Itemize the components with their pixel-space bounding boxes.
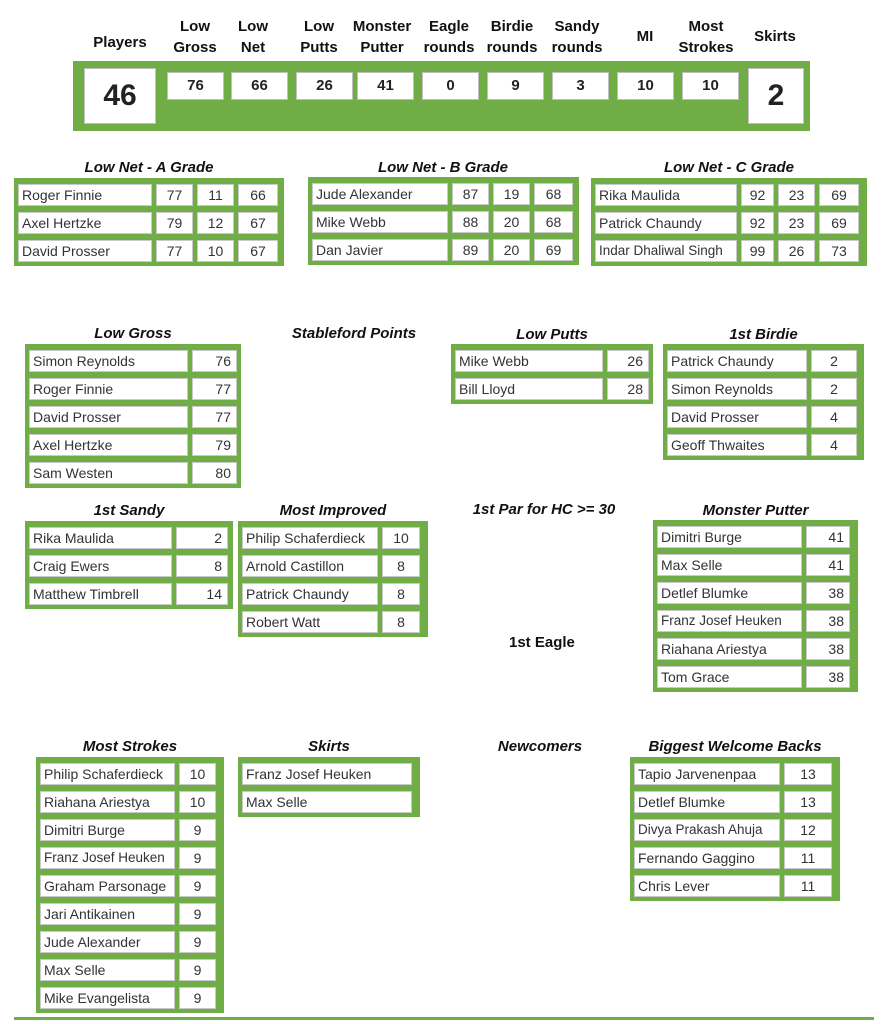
player-name: David Prosser (29, 406, 188, 428)
first-birdie-title: 1st Birdie (729, 326, 798, 343)
low-net-a-table (14, 178, 284, 266)
player-name: Patrick Chaundy (667, 350, 807, 372)
table-row (634, 760, 836, 788)
player-name: Philip Schaferdieck (242, 527, 378, 549)
monster-putter-table (653, 520, 858, 692)
header-low-putts-line1: Low (304, 18, 334, 35)
player-name: Dimitri Burge (657, 526, 802, 548)
table-row (40, 872, 220, 900)
strokes: 10 (179, 791, 216, 813)
table-row (657, 579, 854, 607)
putts: 26 (607, 350, 649, 372)
player-name: Max Selle (657, 554, 802, 576)
hole: 2 (176, 527, 228, 549)
most-strokes-title: Most Strokes (82, 738, 178, 755)
player-name: Riahana Ariestya (40, 791, 175, 813)
newcomers-title: Newcomers (497, 738, 583, 755)
table-row (242, 580, 424, 608)
net-score: 69 (534, 239, 573, 261)
player-name: Matthew Timbrell (29, 583, 172, 605)
table-row (29, 459, 237, 487)
table-row (657, 663, 854, 691)
strokes: 10 (179, 763, 216, 785)
table-row (595, 237, 863, 265)
gross-score: 89 (452, 239, 489, 261)
player-name: Geoff Thwaites (667, 434, 807, 456)
footer-divider (14, 1017, 874, 1020)
player-name: Patrick Chaundy (595, 212, 737, 234)
gross-score: 77 (156, 240, 193, 262)
table-row (40, 816, 220, 844)
hole: 14 (176, 583, 228, 605)
improvement: 8 (382, 611, 420, 633)
header-low-putts-line2: Putts (300, 39, 338, 56)
gross-score: 87 (452, 183, 489, 205)
header-eagle (418, 16, 480, 58)
low-gross-value: 76 (167, 72, 224, 100)
header-mi: MI (636, 28, 654, 45)
player-name: Mike Webb (312, 211, 448, 233)
table-row (40, 956, 220, 984)
table-row (657, 607, 854, 635)
net-score: 68 (534, 183, 573, 205)
table-row (667, 375, 860, 403)
strokes: 9 (179, 931, 216, 953)
low-net-a-title: Low Net - A Grade (84, 159, 214, 176)
putts: 28 (607, 378, 649, 400)
strokes: 9 (179, 959, 216, 981)
welcome-backs-table (630, 757, 840, 901)
mi-value: 10 (617, 72, 674, 100)
header-most-strokes-line2: Strokes (678, 39, 734, 56)
low-net-c-table (591, 178, 867, 266)
table-row (18, 237, 280, 265)
player-name: Tapio Jarvenenpaa (634, 763, 780, 785)
welcome-backs-title: Biggest Welcome Backs (648, 738, 822, 755)
header-low-net-line1: Low (238, 18, 268, 35)
net-score: 73 (819, 240, 859, 262)
table-row (40, 928, 220, 956)
birdie-rounds-value: 9 (487, 72, 544, 100)
table-row (242, 608, 424, 636)
header-eagle-line2: rounds (423, 39, 475, 56)
player-name: Franz Josef Heuken (40, 847, 175, 869)
putt-length: 38 (806, 638, 850, 660)
table-row (595, 209, 863, 237)
gross-score: 92 (741, 212, 774, 234)
header-birdie-line2: rounds (486, 39, 538, 56)
first-eagle-title: 1st Eagle (509, 634, 575, 651)
gross-score: 92 (741, 184, 774, 206)
table-row (657, 635, 854, 663)
strokes: 9 (179, 903, 216, 925)
hole: 2 (811, 378, 857, 400)
hole: 4 (811, 406, 857, 428)
low-putts-value: 26 (296, 72, 353, 100)
first-birdie-table (663, 344, 864, 460)
improvement: 8 (382, 583, 420, 605)
putt-length: 38 (806, 666, 850, 688)
low-putts-title: Low Putts (516, 326, 588, 343)
player-name: Jude Alexander (312, 183, 448, 205)
most-improved-title: Most Improved (279, 502, 387, 519)
player-name: Patrick Chaundy (242, 583, 378, 605)
player-name: Simon Reynolds (667, 378, 807, 400)
strokes: 9 (179, 819, 216, 841)
eagle-rounds-value: 0 (422, 72, 479, 100)
table-row (312, 236, 575, 264)
player-name: Arnold Castillon (242, 555, 378, 577)
table-row (312, 208, 575, 236)
low-putts-table (451, 344, 653, 404)
net-score: 66 (238, 184, 278, 206)
table-row (634, 844, 836, 872)
header-monster-putter-line2: Putter (360, 39, 404, 56)
monster-putter-title: Monster Putter (702, 502, 809, 519)
first-par-title: 1st Par for HC >= 30 (472, 501, 616, 518)
table-row (667, 431, 860, 459)
low-net-value: 66 (231, 72, 288, 100)
player-name: Graham Parsonage (40, 875, 175, 897)
rounds-away: 13 (784, 791, 832, 813)
player-name: Mike Evangelista (40, 987, 175, 1009)
player-name: Philip Schaferdieck (40, 763, 175, 785)
table-row (40, 900, 220, 928)
table-row (242, 760, 416, 788)
handicap: 23 (778, 184, 815, 206)
first-sandy-title: 1st Sandy (93, 502, 165, 519)
player-name: Fernando Gaggino (634, 847, 780, 869)
header-players: Players (93, 34, 147, 51)
player-name: Mike Webb (455, 350, 603, 372)
header-sandy-line1: Sandy (554, 18, 600, 35)
player-name: Rika Maulida (595, 184, 737, 206)
table-row (455, 375, 649, 403)
handicap: 19 (493, 183, 530, 205)
player-name: Max Selle (242, 791, 412, 813)
player-name: Jude Alexander (40, 931, 175, 953)
score: 76 (192, 350, 237, 372)
player-name: David Prosser (18, 240, 152, 262)
table-row (40, 788, 220, 816)
table-row (40, 844, 220, 872)
player-name: David Prosser (667, 406, 807, 428)
improvement: 8 (382, 555, 420, 577)
player-name: Axel Hertzke (18, 212, 152, 234)
header-low-net-line2: Net (240, 39, 266, 56)
header-birdie (481, 16, 543, 58)
net-score: 67 (238, 212, 278, 234)
player-name: Indar Dhaliwal Singh (595, 240, 737, 262)
low-net-c-title: Low Net - C Grade (663, 159, 794, 176)
putt-length: 38 (806, 582, 850, 604)
low-gross-table (25, 344, 241, 488)
score: 79 (192, 434, 237, 456)
strokes: 9 (179, 987, 216, 1009)
hole: 8 (176, 555, 228, 577)
rounds-away: 12 (784, 819, 832, 841)
table-row (667, 347, 860, 375)
table-row (29, 431, 237, 459)
header-monster-putter-line1: Monster (352, 18, 412, 35)
header-sandy (546, 16, 608, 58)
rounds-away: 11 (784, 847, 832, 869)
player-name: Simon Reynolds (29, 350, 188, 372)
header-low-putts (292, 16, 346, 58)
most-strokes-value: 10 (682, 72, 739, 100)
skirts-table (238, 757, 420, 817)
strokes: 9 (179, 875, 216, 897)
handicap: 20 (493, 239, 530, 261)
table-row (29, 552, 229, 580)
table-row (312, 180, 575, 208)
gross-score: 99 (741, 240, 774, 262)
table-row (595, 181, 863, 209)
most-strokes-table (36, 757, 224, 1013)
player-name: Chris Lever (634, 875, 780, 897)
header-low-gross-line2: Gross (173, 39, 217, 56)
score: 77 (192, 406, 237, 428)
net-score: 69 (819, 212, 859, 234)
sandy-rounds-value: 3 (552, 72, 609, 100)
table-row (634, 872, 836, 900)
net-score: 69 (819, 184, 859, 206)
table-row (18, 181, 280, 209)
improvement: 10 (382, 527, 420, 549)
gross-score: 79 (156, 212, 193, 234)
player-name: Axel Hertzke (29, 434, 188, 456)
table-row (29, 580, 229, 608)
player-name: Roger Finnie (18, 184, 152, 206)
hole: 2 (811, 350, 857, 372)
player-name: Riahana Ariestya (657, 638, 802, 660)
table-row (657, 551, 854, 579)
putt-length: 38 (806, 610, 850, 632)
header-skirts: Skirts (754, 28, 796, 45)
header-low-net (227, 16, 279, 58)
table-row (29, 375, 237, 403)
player-name: Jari Antikainen (40, 903, 175, 925)
header-birdie-line1: Birdie (490, 18, 534, 35)
monster-putter-value: 41 (357, 72, 414, 100)
header-low-gross-line1: Low (180, 18, 210, 35)
header-most-strokes (673, 16, 739, 58)
rounds-away: 11 (784, 875, 832, 897)
header-most-strokes-line1: Most (688, 18, 724, 35)
table-row (634, 816, 836, 844)
most-improved-table (238, 521, 428, 637)
table-row (634, 788, 836, 816)
gross-score: 88 (452, 211, 489, 233)
handicap: 10 (197, 240, 234, 262)
player-name: Roger Finnie (29, 378, 188, 400)
player-name: Franz Josef Heuken (242, 763, 412, 785)
putt-length: 41 (806, 554, 850, 576)
table-row (242, 552, 424, 580)
handicap: 20 (493, 211, 530, 233)
score: 77 (192, 378, 237, 400)
player-name: Tom Grace (657, 666, 802, 688)
player-name: Dimitri Burge (40, 819, 175, 841)
player-name: Robert Watt (242, 611, 378, 633)
net-score: 67 (238, 240, 278, 262)
table-row (29, 524, 229, 552)
score: 80 (192, 462, 237, 484)
skirts-title: Skirts (308, 738, 350, 755)
table-row (29, 403, 237, 431)
strokes: 9 (179, 847, 216, 869)
header-low-gross (165, 16, 225, 58)
player-name: Max Selle (40, 959, 175, 981)
table-row (40, 984, 220, 1012)
header-eagle-line1: Eagle (428, 18, 470, 35)
low-net-b-title: Low Net - B Grade (377, 159, 508, 176)
handicap: 11 (197, 184, 234, 206)
gross-score: 77 (156, 184, 193, 206)
header-sandy-line2: rounds (551, 39, 603, 56)
skirts-count: 2 (748, 68, 804, 124)
handicap: 12 (197, 212, 234, 234)
player-name: Franz Josef Heuken (657, 610, 802, 632)
handicap: 26 (778, 240, 815, 262)
player-name: Rika Maulida (29, 527, 172, 549)
player-name: Detlef Blumke (634, 791, 780, 813)
player-name: Dan Javier (312, 239, 448, 261)
putt-length: 41 (806, 526, 850, 548)
handicap: 23 (778, 212, 815, 234)
table-row (242, 788, 416, 816)
players-count: 46 (84, 68, 156, 124)
table-row (242, 524, 424, 552)
table-row (40, 760, 220, 788)
low-gross-title: Low Gross (94, 325, 172, 342)
hole: 4 (811, 434, 857, 456)
table-row (667, 403, 860, 431)
net-score: 68 (534, 211, 573, 233)
header-monster-putter (346, 16, 418, 58)
player-name: Detlef Blumke (657, 582, 802, 604)
player-name: Craig Ewers (29, 555, 172, 577)
player-name: Bill Lloyd (455, 378, 603, 400)
table-row (29, 347, 237, 375)
player-name: Divya Prakash Ahuja (634, 819, 780, 841)
low-net-b-table (308, 177, 579, 265)
table-row (455, 347, 649, 375)
first-sandy-table (25, 521, 233, 609)
table-row (18, 209, 280, 237)
rounds-away: 13 (784, 763, 832, 785)
player-name: Sam Westen (29, 462, 188, 484)
stableford-title: Stableford Points (291, 325, 417, 342)
table-row (657, 523, 854, 551)
